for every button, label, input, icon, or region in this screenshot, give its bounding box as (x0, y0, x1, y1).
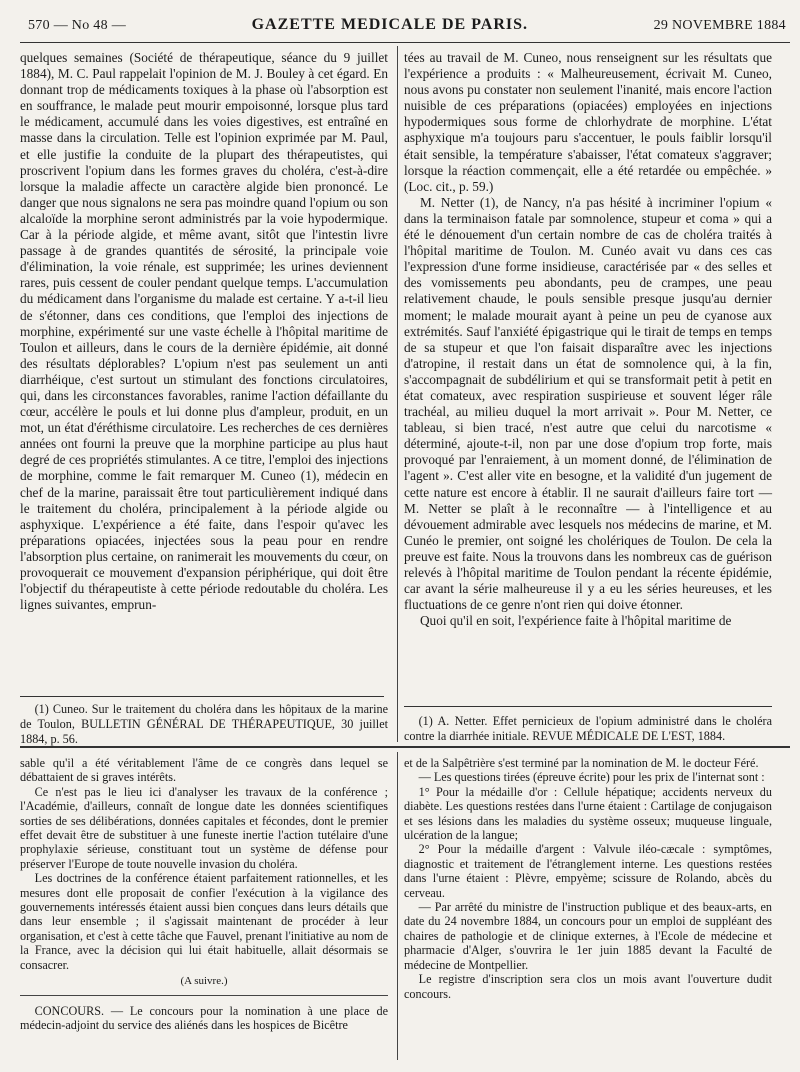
news-paragraph: — Par arrêté du ministre de l'instruction publique et des beaux-arts, en date du 24 novembre 1884, un concours pour un emploi de suppléant des chaires de pathologie et de clinique externes, à l'Ecole de médecine et pharmacie d'Alger, s'ouvrira le 1er juin 1885 devant la Faculté de médecine de Montpellier. (404, 900, 772, 972)
bottom-column-left (20, 756, 388, 1032)
news-paragraph: et de la Salpêtrière s'est terminé par la nomination de M. le docteur Féré. (404, 756, 759, 770)
column-divider-bottom (397, 752, 398, 1060)
footnote-rule-right (404, 706, 772, 707)
column-divider-top (397, 46, 398, 742)
article-paragraph: Quoi qu'il en soit, l'expérience faite à l'hôpital maritime de (419, 613, 732, 629)
concours-paragraph: CONCOURS. — Le concours pour la nomination à une place de médecin-adjoint du service des aliénés dans les hospices de Bicêtre (20, 1003, 388, 1032)
article-column-left (20, 50, 388, 613)
article-column-right (404, 50, 772, 629)
footnote-rule-left (20, 696, 384, 697)
article-paragraph: quelques semaines (Société de thérapeutique, séance du 9 juillet 1884), M. C. Paul rappelait l'opinion de M. J. Bouley à cet égard. En donnant trop de médicaments toxiques à la phase où l'absorption est en souffrance, le malade peut mourir empoisonné, lorsque plus tard le médicament, accumulé dans les voies digestives, est entraîné en masse dans la circulation. Telle est l'opinion exprimée par M. Paul, et elle justifie la conduite de la plupart des thérapeutistes, qui proscrivent l'opium dans les formes graves du choléra, c'est-à-dire lorsque la maladie affecte un caractère algide bien prononcé. Le danger que nous signalons ne sera pas moindre quand l'opium ou son alcaloïde la morphine seront administrés par la voie hypodermique. Car à la période algide, et même avant, sitôt que l'intestin livre passage à de grandes quantités de sérosité, la principale voie d'élimination, la voie rénale, est supprimée; les urines deviennent rares, puis cessent de couler pendant quelque temps. L'accumulation du médicament dans l'organisme du malade est certaine. Y a-t-il lieu de s'étonner, dans ces conditions, que l'emploi des injections de morphine, expérimenté sur une vaste échelle à l'hôpital maritime de Toulon et ailleurs, dans le cours de la dernière épidémie, ait donné des résultats déplorables? L'opium n'est pas seulement un anti diarrhéique, c'est surtout un stimulant des fonctions circulatoires, qui, dans les circonstances favorables, ranime l'action défaillante du cœur, accélère le pouls et lui donne plus d'ampleur, produit, en un mot, un état d'éréthisme circulatoire. Les recherches de ces dernières années ont fourni la preuve que la morphine participe au plus haut degré de ces propriétés stimulantes. A ce titre, l'emploi des injections de morphine, comme le fait remarquer M. Cuneo (1), médecin en chef de la marine, paraissait être tout particulièrement indiqué dans le traitement du choléra, principalement à la période algide ou asphyxique. L'expérience a été faite, dans l'espoir qu'avec les préparations opiacées, injectées sous la peau pour en rendre l'absorption plus certaine, on ranimerait les mouvements du cœur, on provoquerait ce mouvement d'expansion périphérique, qui doit être l'objectif du thérapeutiste à cette période redoutable du choléra. Les lignes suivantes, emprun- (20, 50, 388, 613)
footnote-left (20, 702, 388, 747)
news-paragraph: 2° Pour la médaille d'argent : Valvule iléo-cæcale : symptômes, diagnostic et traitement de l'étranglement interne. Les questions restées dans l'urne étaient : Plèvre, empyème; scissure de Rolando, abcès du cerveau. (404, 842, 772, 900)
article-paragraph: sable qu'il a été véritablement l'âme de ce congrès dans lequel se débattaient de si graves intérêts. (20, 756, 388, 785)
article-paragraph: Les doctrines de la conférence étaient parfaitement rationnelles, et les mesures dont elle proposait de confier l'exécution à la vigilance des gouvernements intéressés étaient aussi bien conçues dans leurs détails que dans leur ensemble ; il s'agissait maintenant de procéder à leur organisation, et c'est à cette tâche que Fauvel, prenant l'initiative au nom de la France, avec la décision qui lui était habituelle, allait désormais se consacrer. (20, 871, 388, 972)
page-header (28, 16, 786, 38)
journal-title: GAZETTE MEDICALE DE PARIS. (251, 16, 529, 33)
news-paragraph: Le registre d'inscription sera clos un mois avant l'ouverture dudit concours. (404, 972, 772, 1001)
page-number: 570 — No 48 — (28, 18, 127, 33)
news-paragraph: — Les questions tirées (épreuve écrite) pour les prix de l'internat sont : (418, 770, 765, 785)
to-be-continued: (A suivre.) (180, 975, 228, 988)
footnote-text: (1) A. Netter. Effet pernicieux de l'opium administré dans le choléra contre la diarrhée initiale. REVUE MÉDICALE DE L'EST, 1884. (404, 714, 772, 743)
footnote-text: (1) Cuneo. Sur le traitement du choléra dans les hôpitaux de la marine de Toulon, BULLETIN GÉNÉRAL DE THÉRAPEUTIQUE, 30 juillet 1884, p. 56. (20, 702, 388, 746)
article-paragraph: M. Netter (1), de Nancy, n'a pas hésité à incriminer l'opium « dans la terminaison fatale par somnolence, stupeur et coma » qui a été le dénouement d'un certain nombre de cas de choléra traités à l'hôpital maritime de Toulon. M. Cunéo avait vu dans ces cas l'expression d'une forme insidieuse, caractérisée par « des selles et des vomissements peu abondants, peu de crampes, une peau relativement chaude, le pouls sensible presque jusqu'au dernier moment; le malade mourait ayant à peine un peu de cyanose aux extrémités. Sauf l'anxiété épigastrique qui le tirait de temps en temps de sa stupeur et que l'on faisait disparaître avec les injections d'atropine, il restait dans un état de somnolence qui, à la fin, s'accompagnait de subdélirium et qui se transformait petit à petit en état comateux, avec respiration suspirieuse et souvent léger râle trachéal, au milieu duquel la mort arrivait ». Pour M. Netter, ce tableau, si bien tracé, n'est autre que celui du narcotisme « déterminé, ajoute-t-il, non par une dose d'opium trop forte, mais provoqué par l'enraiement, à un moment donné, de l'élimination de l'agent ». C'est aller vite en besogne, et la validité d'un jugement de cette nature est encore à établir. Il ne saurait d'ailleurs faire tort — M. Netter se plaît à le reconnaître — à l'intelligence et au dévouement admirable avec lesquels nos médecins de marine, et M. Cunéo le premier, ont soigné les cholériques de Toulon. De cela la preuve est faite. Nous la trouvons dans les nombreux cas de guérison relevés à l'hôpital maritime de Toulon pendant la récente épidémie, car avant la série malheureuse il y a eu les séries heureuses, et les fluctuations de ce genre n'ont rien qui doive étonner. (404, 194, 772, 613)
bottom-column-right (404, 756, 772, 1001)
section-rule (20, 746, 790, 748)
concours-rule (20, 995, 388, 996)
article-paragraph: Ce n'est pas le lieu ici d'analyser les travaux de la conférence ; l'Académie, d'ailleurs, connaît de longue date les données scientifiques sorties de ses délibérations, données capitales et fécondes, dont le premier effet devait être de substituer à une funeste inertie l'action tutélaire d'une prophylaxie sérieuse, constituant tout un système de défense pour préserver l'Europe de toute nouvelle invasion du choléra. (20, 784, 388, 871)
header-rule (20, 42, 790, 43)
news-paragraph: 1° Pour la médaille d'or : Cellule hépatique; accidents nerveux du diabète. Les questions restées dans l'urne étaient : Cartilage de conjugaison et ses lésions dans les maladies du système osseux; muqueuse linguale, ulcération de la langue; (404, 784, 772, 843)
article-paragraph: tées au travail de M. Cuneo, nous renseignent sur les résultats que l'expérience a produits : « Malheureusement, écrivait M. Cuneo, nous avons pu constater non seulement l'inanité, mais encore l'action nuisible de ces préparations (opiacées) employées en injections hypodermiques sous forme de chlorhydrate de morphine. L'état asphyxique m'a toujours paru s'accentuer, le pouls faiblir lorsqu'il était sensible, la température s'abaisser, l'état comateux s'aggraver; lorsque la réaction commençait, elle a été retardée ou empêchée. » (Loc. cit., p. 59.) (404, 50, 772, 194)
footnote-right (404, 714, 772, 744)
issue-date: 29 NOVEMBRE 1884 (653, 18, 786, 33)
